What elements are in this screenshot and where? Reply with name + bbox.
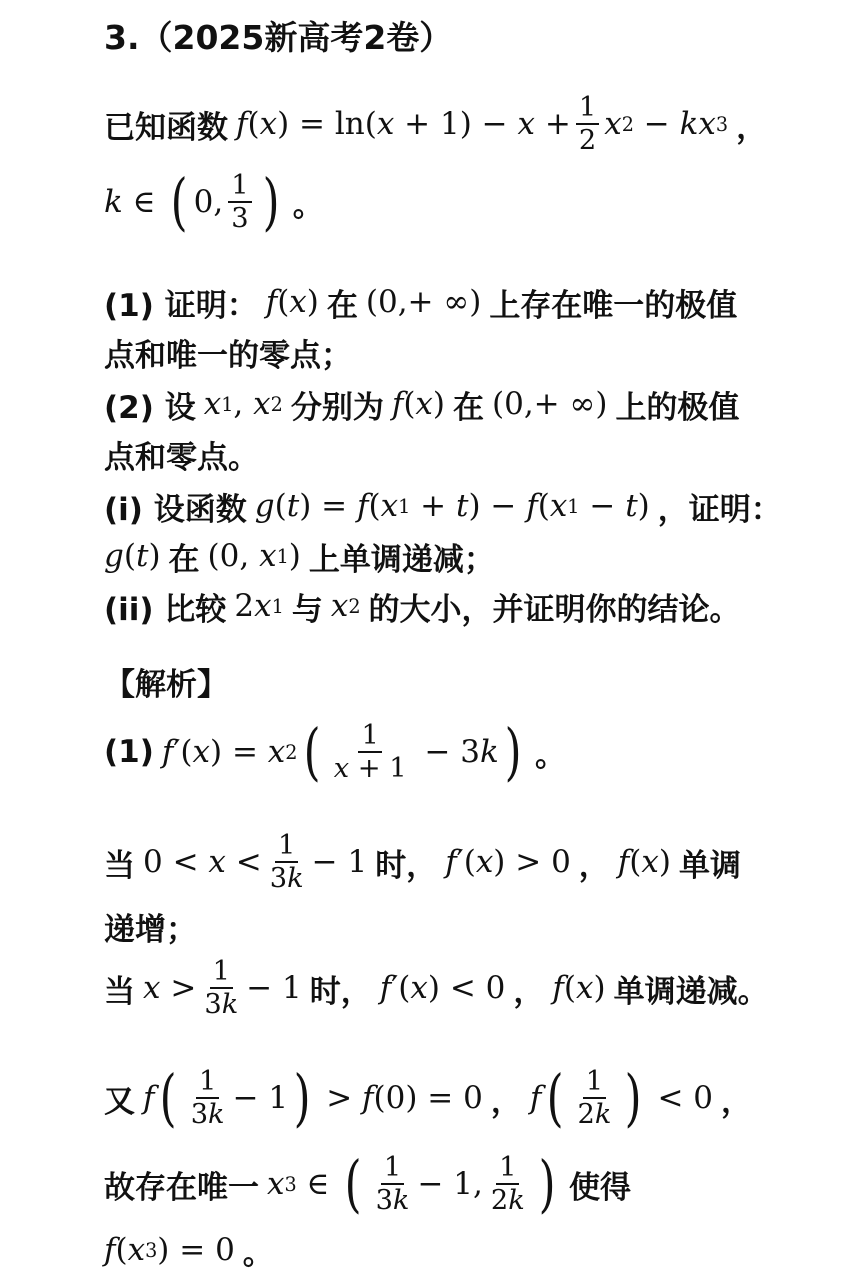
function-definition: f ( x ) = ln( x + 1) − x + $\frac{1}{2}$ x 2 − kx 3 [236,91,729,156]
question-2ii-line: (ii) 比较 2 x 1 与 x 2 的大小，并证明你的结论。 [104,588,741,628]
question-1-line-1: (1) 证明： f ( x ) 在 (0,+ ∞) 上存在唯一的极值 [104,284,738,324]
sign-evaluation-line: 又 f ( $\frac{1}{3k}$ − 1 ) > f (0) = 0 ， f ( $\frac{1}{2k}$ ) < 0 ， [104,1061,753,1134]
k-range-line: k ∈ ( 0, $\frac{1}{3}$ ) 。 [104,165,324,238]
increasing-line-2: 递增； [104,911,197,948]
solution-heading: 【解析】 [104,666,228,703]
solution-derivative-line: (1) f ′( x ) = x 2 ( $\frac{1}{x + 1}$ − 3 k ) 。 [104,715,567,788]
increasing-condition-line: 当 0 < x < $\frac{1}{3k}$ − 1 时， f ′( x ) > 0 ， f ( x ) 单调 [104,829,741,894]
question-2i-line-2: g ( t ) 在 (0, x 1 ) 上单调递减； [104,538,495,578]
question-2-line-2: 点和零点。 [104,439,259,476]
final-line: f ( x 3 ) = 0 。 [104,1232,274,1272]
problem-intro: 已知函数 [104,109,228,146]
decreasing-condition-line: 当 x > $\frac{1}{3k}$ − 1 时， f ′( x ) < 0 ， f ( x ) 单调递减。 [104,955,769,1020]
k-range: k ∈ ( 0, $\frac{1}{3}$ ) [104,165,280,238]
derivative-expression: f ′( x ) = x 2 ( $\frac{1}{x + 1}$ − 3 k ) [161,715,522,788]
question-1-line-2: 点和唯一的零点； [104,337,352,374]
problem-statement-line-1: 已知函数 f ( x ) = ln( x + 1) − x + $\frac{1}{2}$ x 2 − kx 3 ， [104,91,768,156]
problem-title: 3.（2025新高考2卷） [104,18,453,57]
question-2i-line-1: (i) 设函数 g ( t ) = f ( x 1 + t ) − f ( x 1 − t ) ，证明： [104,488,782,528]
existence-line: 故存在唯一 x 3 ∈ ( $\frac{1}{3k}$ − 1, $\frac{1}{2k}$ ) 使得 [104,1147,631,1220]
fraction-one-half: $\frac{1}{2}$ [576,92,599,157]
question-2-line-1: (2) 设 x 1 , x 2 分别为 f ( x ) 在 (0,+ ∞) 上的极值 [104,386,740,426]
